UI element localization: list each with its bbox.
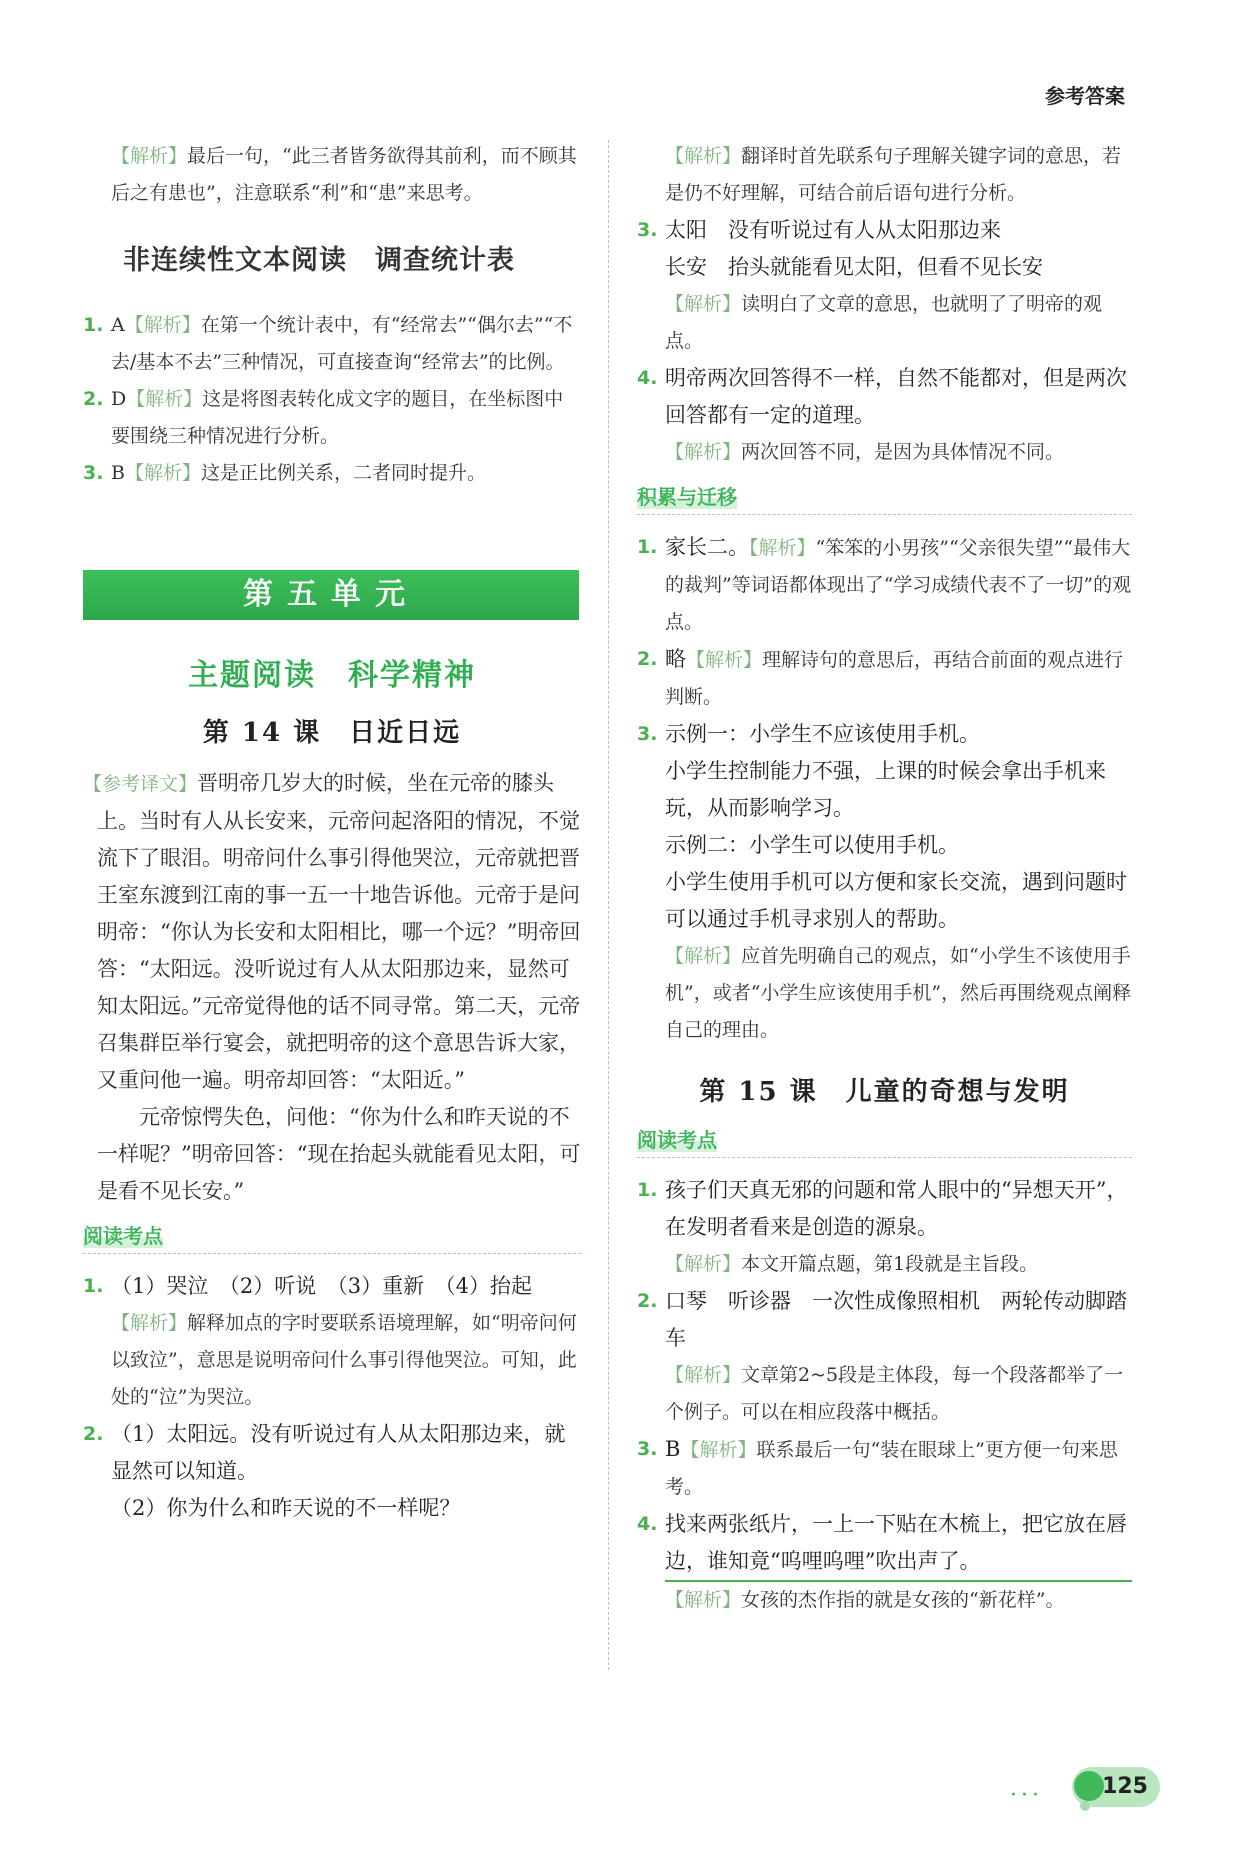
answer-text: 小学生控制能力不强，上课的时候会拿出手机来玩，从而影响学习。 xyxy=(665,759,1106,820)
analysis-text: 文章第2~5段是主体段，每一个段落都举了一个例子。可以在相应段落中概括。 xyxy=(665,1364,1124,1423)
answer-text: 口琴 听诊器 一次性成像照相机 两轮传动脚踏车 xyxy=(665,1289,1127,1350)
lesson-title: 第 15 课 儿童的奇想与发明 xyxy=(699,1077,1070,1107)
question-item xyxy=(83,455,581,492)
answer-text: 家长二。 xyxy=(665,535,749,559)
analysis xyxy=(665,1246,1132,1283)
analysis-text: 这是正比例关系，二者同时提升。 xyxy=(200,462,486,484)
question-item xyxy=(637,1431,1132,1506)
translation-paragraph xyxy=(83,765,581,1099)
answer-text: 明帝两次回答得不一样，自然不能都对，但是两次回答都有一定的道理。 xyxy=(665,366,1127,427)
analysis-text: 应首先明确自己的观点，如“小学生不该使用手机”，或者“小学生应该使用手机”，然后再围绕观点阐释自己的理由。 xyxy=(665,945,1132,1041)
analysis-text: 最后一句，“此三者皆务欲得其前利，而不顾其后之有患也”，注意联系“利”和“患”来思考。 xyxy=(111,145,577,204)
analysis-tag: 【解析】 xyxy=(124,314,201,336)
page-number-badge xyxy=(1072,1767,1160,1807)
question-item xyxy=(637,641,1132,716)
reading-points-heading xyxy=(637,1124,1132,1158)
analysis-tag: 【解析】 xyxy=(665,945,742,967)
analysis xyxy=(637,138,1132,212)
answer-text: 孩子们天真无邪的问题和常人眼中的“异想天开”，在发明者看来是创造的源泉。 xyxy=(665,1178,1128,1239)
translation-paragraph: 元帝惊愕失色，问他：“你为什么和昨天说的不一样呢？”明帝回答：“现在抬起头就能看见太阳，可是看不见长安。” xyxy=(97,1105,581,1203)
analysis xyxy=(665,286,1132,360)
analysis-tag: 【解析】 xyxy=(124,462,201,484)
analysis-text: 读明白了文章的意思，也就明了了明帝的观点。 xyxy=(665,293,1103,352)
question-item xyxy=(637,1172,1132,1283)
answer-text: 长安 抬头就能看见太阳，但看不见长安 xyxy=(665,255,1043,279)
answer-text: 示例一：小学生不应该使用手机。 xyxy=(665,722,980,746)
analysis-text: 女孩的杰作指的就是女孩的“新花样”。 xyxy=(741,1589,1065,1611)
unit-banner: 第五单元 xyxy=(83,570,579,620)
analysis-text: “笨笨的小男孩”“父亲很失望”“最伟大的裁判”等词语都体现出了“学习成绩代表不了一切”的观点。 xyxy=(665,537,1132,633)
question-number: 2. xyxy=(83,388,104,410)
answer-text: B xyxy=(111,462,125,484)
answer-text: A xyxy=(111,314,125,336)
analysis-tag: 【解析】 xyxy=(665,441,742,463)
question-item xyxy=(83,381,581,455)
analysis-tag: 【解析】 xyxy=(111,145,188,167)
badge-small-circle xyxy=(1080,1801,1090,1811)
analysis-text: 两次回答不同，是因为具体情况不同。 xyxy=(741,441,1065,463)
answer-text: （1）哭泣 （2）听说 （3）重新 （4）抬起 xyxy=(111,1274,532,1298)
question-number: 3. xyxy=(637,219,658,241)
answer-text: 示例二：小学生可以使用手机。 xyxy=(665,833,959,857)
analysis-tag: 【解析】 xyxy=(126,388,203,410)
answer-text: （2）你为什么和昨天说的不一样呢？ xyxy=(111,1496,461,1520)
badge-circle xyxy=(1074,1771,1104,1801)
question-number: 2. xyxy=(83,1423,104,1445)
question-number: 3. xyxy=(637,1438,658,1460)
analysis-tag: 【解析】 xyxy=(665,1253,742,1275)
question-item xyxy=(637,1283,1132,1431)
question-number: 3. xyxy=(83,462,104,484)
analysis xyxy=(111,1305,581,1416)
answer-text: 找来两张纸片，一上一下贴在木梳上，把它放在唇边，谁知竟“呜哩呜哩”吹出声了。 xyxy=(665,1506,1132,1582)
question-number: 1. xyxy=(637,1179,658,1201)
translation-tag: 【参考译文】 xyxy=(83,773,198,795)
analysis-text: 翻译时首先联系句子理解关键字词的意思，若是仍不好理解，可结合前后语句进行分析。 xyxy=(665,145,1122,204)
heading-text: 积累与迁移 xyxy=(637,485,737,509)
question-number: 4. xyxy=(637,1513,658,1535)
left-column xyxy=(83,138,581,1527)
analysis xyxy=(665,938,1132,1049)
question-number: 1. xyxy=(83,1275,104,1297)
analysis-tag: 【解析】 xyxy=(680,1439,757,1461)
page-header: 参考答案 xyxy=(1045,84,1125,108)
analysis-text: 理解诗句的意思后，再结合前面的观点进行判断。 xyxy=(665,649,1124,708)
answer-text: （1）太阳远。没有听说过有人从太阳那边来，就显然可以知道。 xyxy=(111,1422,566,1483)
footer-dots: ··· xyxy=(1010,1783,1043,1808)
question-number: 1. xyxy=(637,536,658,558)
question-item xyxy=(637,212,1132,360)
analysis xyxy=(665,1582,1132,1619)
question-number: 2. xyxy=(637,648,658,670)
reading-points-heading xyxy=(83,1220,581,1254)
heading-text: 阅读考点 xyxy=(637,1128,717,1152)
analysis-tag: 【解析】 xyxy=(665,1364,742,1386)
theme-title: 主题阅读 科学精神 xyxy=(188,658,476,693)
intro-analysis xyxy=(83,138,581,212)
answer-text: 略 xyxy=(665,647,686,671)
analysis-tag: 【解析】 xyxy=(665,293,742,315)
heading-text: 阅读考点 xyxy=(83,1224,163,1248)
analysis-tag: 【解析】 xyxy=(111,1312,188,1334)
analysis-tag: 【解析】 xyxy=(665,145,742,167)
question-number: 4. xyxy=(637,367,658,389)
section-title: 非连续性文本阅读 调查统计表 xyxy=(123,245,515,276)
analysis-text: 联系最后一句“装在眼球上”更方便一句来思考。 xyxy=(665,1439,1118,1498)
question-item xyxy=(83,307,581,381)
column-divider xyxy=(608,140,609,1670)
answer-text: D xyxy=(111,388,127,410)
analysis-text: 解释加点的字时要联系语境理解，如“明帝问何以致泣”，意思是说明帝问什么事引得他哭泣。可知，此处的“泣”为哭泣。 xyxy=(111,1312,577,1408)
question-number: 1. xyxy=(83,314,104,336)
analysis-tag: 【解析】 xyxy=(749,537,816,559)
answer-text: 小学生使用手机可以方便和家长交流，遇到问题时可以通过手机寻求别人的帮助。 xyxy=(665,870,1127,931)
answer-text: B xyxy=(665,1437,681,1461)
question-item xyxy=(637,529,1132,641)
right-column xyxy=(637,138,1132,1619)
question-item xyxy=(83,1268,581,1416)
question-item xyxy=(637,1506,1132,1619)
analysis xyxy=(665,1357,1132,1431)
question-number: 2. xyxy=(637,1290,658,1312)
analysis-text: 在第一个统计表中，有“经常去”“偶尔去”“不去/基本不去”三种情况，可直接查询“经常去”的比例。 xyxy=(111,314,573,373)
analysis-text: 这是将图表转化成文字的题目，在坐标图中要围绕三种情况进行分析。 xyxy=(111,388,564,447)
analysis xyxy=(665,434,1132,471)
analysis-tag: 【解析】 xyxy=(686,649,763,671)
page-number: 125 xyxy=(1102,1774,1148,1799)
answer-text: 太阳 没有听说过有人从太阳那边来 xyxy=(665,218,1001,242)
question-number: 3. xyxy=(637,723,658,745)
question-item xyxy=(637,360,1132,471)
lesson-title: 第 14 课 日近日远 xyxy=(202,718,462,748)
analysis-text: 本文开篇点题，第1段就是主旨段。 xyxy=(741,1253,1039,1275)
analysis-tag: 【解析】 xyxy=(665,1589,742,1611)
accumulation-heading xyxy=(637,481,1132,515)
question-item xyxy=(83,1416,581,1527)
translation-text: 晋明帝几岁大的时候，坐在元帝的膝头上。当时有人从长安来，元帝问起洛阳的情况，不觉流下了眼泪。明帝问什么事引得他哭泣，元帝就把晋王室东渡到江南的事一五一十地告诉他。元帝于是问明帝：“你认为长安和太阳相比，哪一个远？”明帝回答：“太阳远。没听说过有人从太阳那边来，显然可知太阳远。”元帝觉得他的话不同寻常。第二天，元帝召集群臣举行宴会，就把明帝的这个意思告诉大家，又重问他一遍。明帝却回答：“太阳近。” xyxy=(97,771,581,1092)
question-item xyxy=(637,716,1132,1049)
